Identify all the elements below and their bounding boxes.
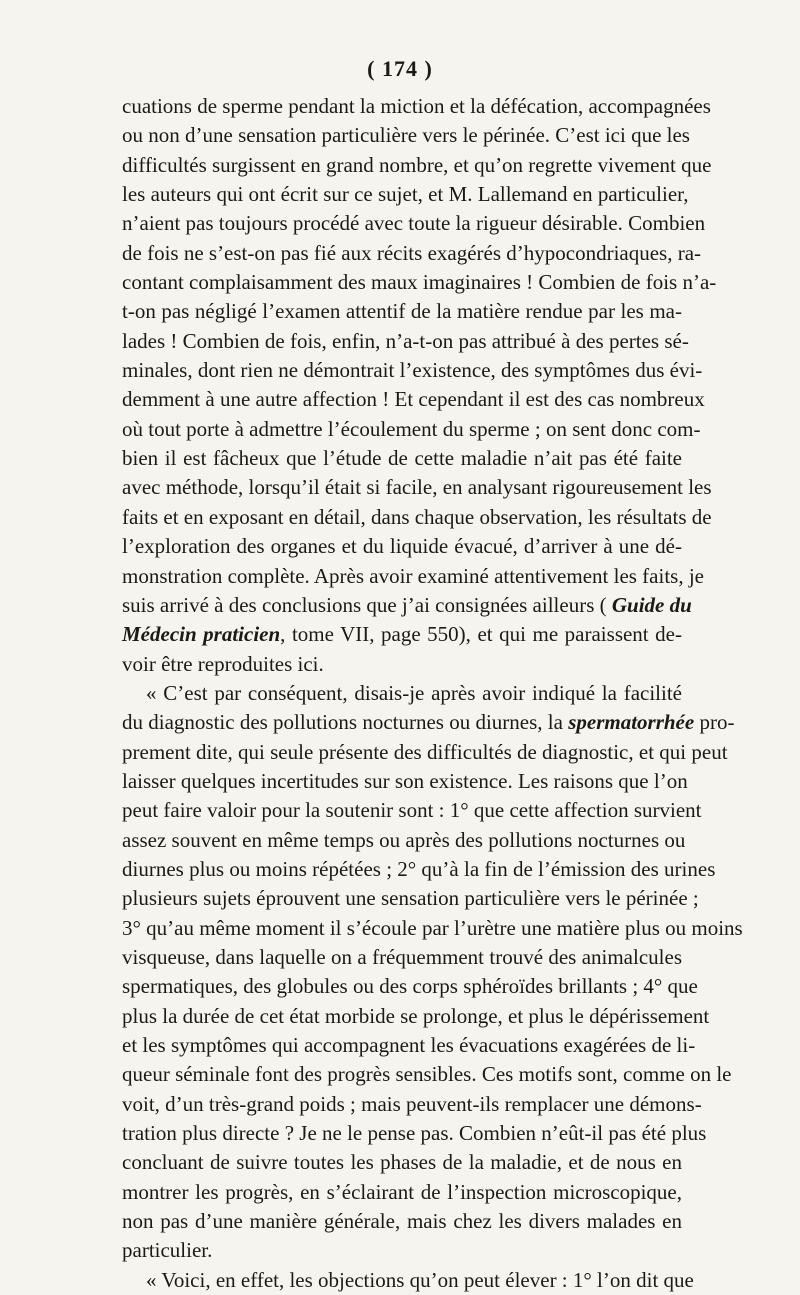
text-line (122, 562, 704, 591)
text-segment: n’aient pas toujours procédé avec toute la rigueur désirable. Combien (122, 211, 706, 236)
italic-segment: Guide du (611, 592, 692, 617)
text-segment: peut faire valoir pour la soutenir sont : 1° que cette affection survient (122, 798, 702, 823)
text-segment: cuations de sperme pendant la miction et la défécation, accompagnées (122, 94, 711, 118)
text-line (122, 1148, 682, 1177)
text-segment: t-on pas négligé l’examen attentif de la matière rendue par les ma- (122, 299, 682, 324)
text-line (122, 1060, 732, 1089)
text-segment: où tout porte à admettre l’écoulement du sperme ; on sent donc com- (122, 416, 701, 441)
text-line (122, 92, 711, 121)
text-line (122, 738, 728, 767)
text-line (122, 1090, 702, 1119)
text-line (122, 180, 689, 209)
text-line (122, 209, 706, 238)
text-segment: ou non d’une sensation particulière vers le périnée. C’est ici que les (122, 123, 690, 148)
text-line (122, 503, 712, 532)
text-segment: contant complaisamment des maux imaginaires ! Combien de fois n’a- (122, 270, 717, 295)
text-segment: tration plus directe ? Je ne le pense pas. Combien n’eût-il pas été plus (122, 1121, 707, 1146)
text-segment: du diagnostic des pollutions nocturnes ou diurnes, la (122, 710, 569, 735)
text-segment: prement dite, qui seule présente des difficultés de diagnostic, et qui peut (122, 739, 728, 764)
text-line (122, 884, 699, 913)
text-segment: pro- (694, 710, 735, 735)
text-line (122, 297, 682, 326)
text-segment: assez souvent en même temps ou après des pollutions nocturnes ou (122, 827, 686, 852)
text-line (122, 239, 702, 268)
text-line (122, 972, 698, 1001)
text-segment: et les symptômes qui accompagnent les évacuations exagérées de li- (122, 1033, 696, 1057)
text-line (122, 327, 689, 356)
text-line (122, 826, 686, 855)
text-segment: les auteurs qui ont écrit sur ce sujet, et M. Lallemand en particulier, (122, 182, 689, 207)
text-line (122, 473, 712, 502)
text-segment: bien il est fâcheux que l’étude de cette maladie n’ait pas été faite (122, 446, 682, 471)
text-segment: de fois ne s’est-on pas fié aux récits exagérés d’hypocondriaques, ra- (122, 240, 702, 265)
text-line (122, 708, 735, 737)
text-segment: voit, d’un très-grand poids ; mais peuvent-ils remplacer une démons- (122, 1091, 702, 1116)
text-line (122, 767, 688, 796)
text-line (122, 1266, 694, 1295)
text-segment: queur séminale font des progrès sensibles. Ces motifs sont, comme on le (122, 1062, 732, 1087)
text-segment: diurnes plus ou moins répétées ; 2° qu’à la fin de l’émission des urines (122, 856, 716, 881)
text-segment: 3° qu’au même moment il s’écoule par l’urètre une matière plus ou moins (122, 915, 743, 940)
text-segment: voir être reproduites ici. (122, 651, 324, 676)
text-segment: non pas d’une manière générale, mais chez les divers malades en (122, 1209, 682, 1234)
italic-segment: spermatorrhée (568, 710, 695, 735)
text-line (122, 1002, 710, 1031)
text-line (122, 855, 716, 884)
text-segment: particulier. (122, 1238, 213, 1263)
italic-segment: Médecin praticien (122, 622, 281, 647)
text-line (122, 385, 705, 414)
text-segment: visqueuse, dans laquelle on a fréquemment trouvé des animalcules (122, 944, 682, 969)
text-segment: monstration complète. Après avoir examiné attentivement les faits, je (122, 563, 704, 588)
text-segment: avec méthode, lorsqu’il était si facile, en analysant rigoureusement les (122, 475, 712, 500)
text-line (122, 415, 701, 444)
text-line (122, 796, 702, 825)
text-segment: , tome VII, page 550), et qui me paraissent de- (280, 622, 682, 647)
text-line (122, 620, 682, 649)
text-segment: laisser quelques incertitudes sur son existence. Les raisons que l’on (122, 768, 688, 793)
text-segment: demment à une autre affection ! Et cependant il est des cas nombreux (122, 387, 705, 412)
text-line (122, 151, 712, 180)
text-line (122, 444, 682, 473)
text-line (122, 1119, 707, 1148)
text-line (122, 1207, 682, 1236)
text-segment: minales, dont rien ne démontrait l’existence, des symptômes dus évi- (122, 358, 703, 383)
text-line (122, 914, 743, 943)
text-line (122, 532, 682, 561)
text-line (122, 121, 690, 150)
text-segment: l’exploration des organes et du liquide évacué, d’arriver à une dé- (122, 534, 682, 559)
text-segment: faits et en exposant en détail, dans chaque observation, les résultats de (122, 504, 712, 529)
text-segment: difficultés surgissent en grand nombre, et qu’on regrette vivement que (122, 152, 712, 177)
text-segment: spermatiques, des globules ou des corps sphéroïdes brillants ; 4° que (122, 974, 698, 999)
page-number: ( 174 ) (367, 56, 433, 81)
text-line (122, 356, 703, 385)
text-line (122, 1031, 696, 1060)
body-text (122, 92, 743, 1295)
text-segment: lades ! Combien de fois, enfin, n’a-t-on pas attribué à des pertes sé- (122, 328, 689, 353)
text-segment: plusieurs sujets éprouvent une sensation particulière vers le périnée ; (122, 886, 699, 911)
text-segment: concluant de suivre toutes les phases de la maladie, et de nous en (122, 1150, 682, 1175)
text-line (122, 1178, 682, 1207)
text-segment: montrer les progrès, en s’éclairant de l’inspection microscopique, (122, 1179, 682, 1204)
text-segment: suis arrivé à des conclusions que j’ai consignées ailleurs ( (122, 592, 612, 617)
text-line (122, 679, 682, 708)
text-line (122, 591, 692, 620)
text-line (122, 943, 682, 972)
text-segment: « C’est par conséquent, disais-je après avoir indiqué la facilité (146, 680, 682, 705)
text-line (122, 1236, 682, 1265)
text-segment: plus la durée de cet état morbide se prolonge, et plus le dépérissement (122, 1003, 710, 1028)
text-line (122, 268, 717, 297)
text-segment: « Voici, en effet, les objections qu’on peut élever : 1° l’on dit que (146, 1267, 694, 1292)
text-line (122, 650, 682, 679)
